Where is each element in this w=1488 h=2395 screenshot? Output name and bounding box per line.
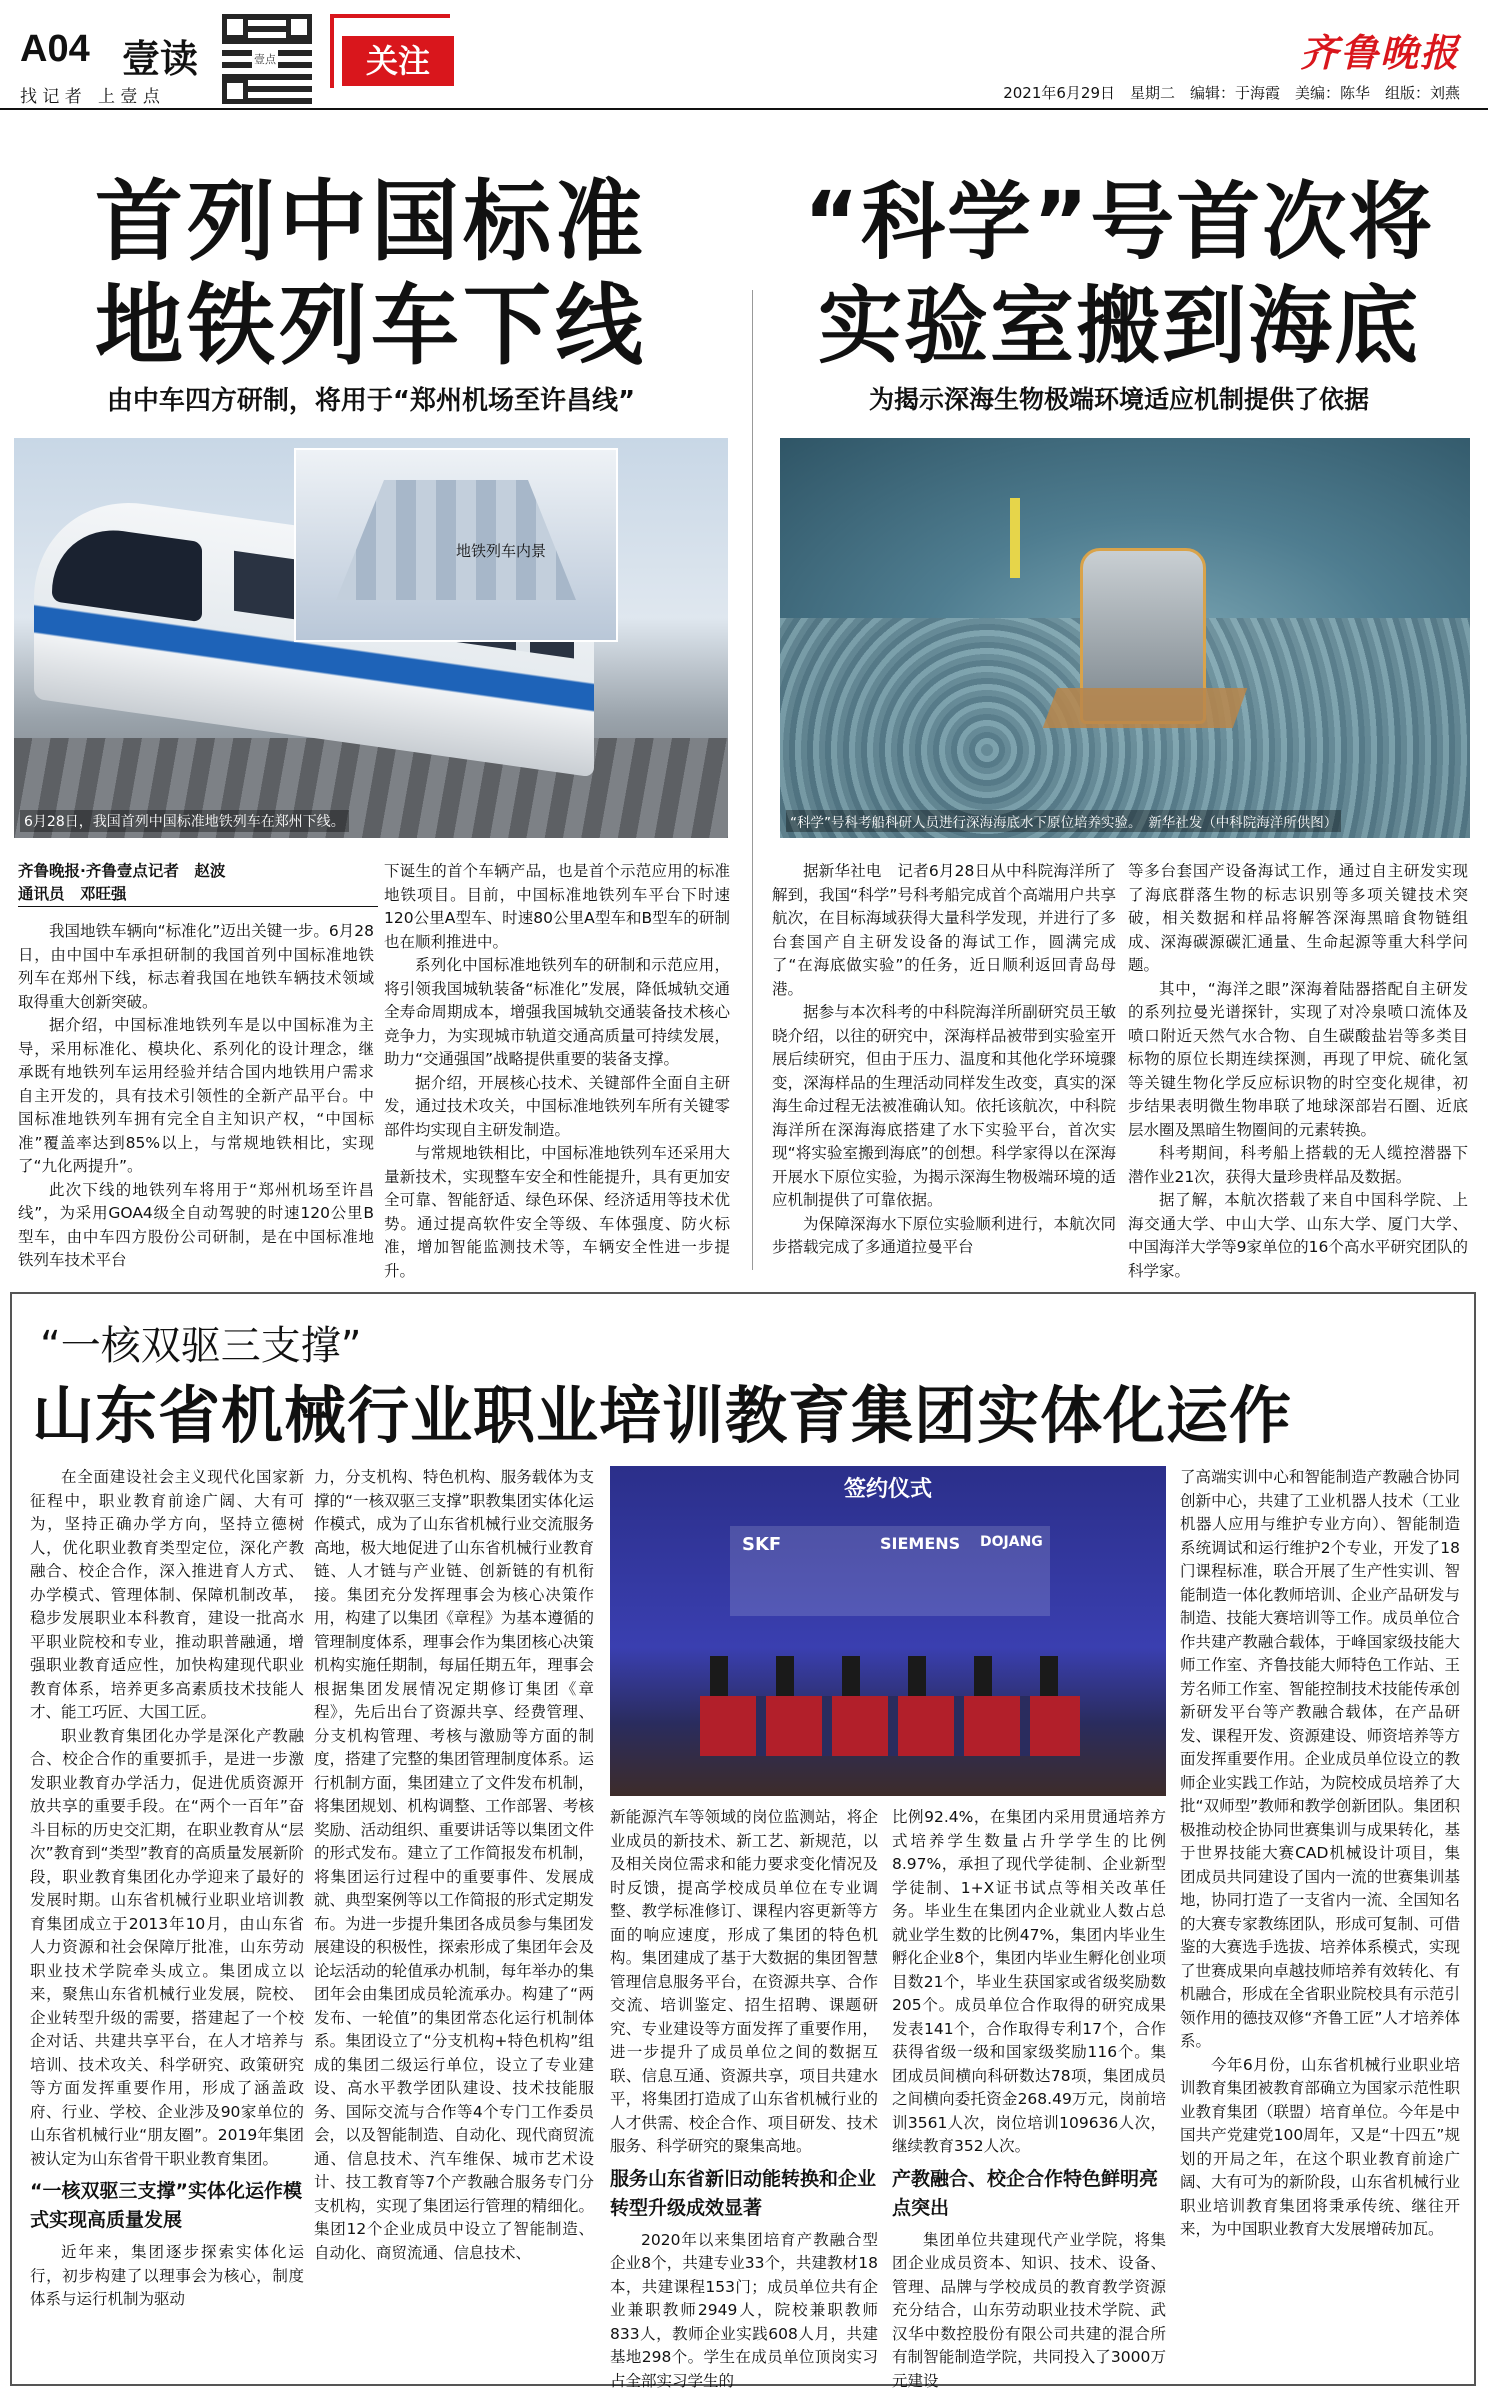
logo-skf: SKF	[742, 1534, 782, 1555]
paper-logo: 齐鲁晚报	[1299, 30, 1460, 75]
paragraph: 此次下线的地铁列车将用于“郑州机场至许昌线”，为采用GOA4级全自动驾驶的时速120公里B型车，由中车四方股份公司研制，是在中国标准地铁列车技术平台	[18, 1180, 374, 1269]
article-column-1	[30, 1466, 304, 2378]
kicker: “一核双驱三支撑”	[40, 1323, 362, 1369]
paragraph: 据参与本次科考的中科院海洋所副研究员王敏晓介绍，以往的研究中，深海样品被带到实验室开展后续研究，但由于压力、温度和其他化学环境骤变，深海样品的生理活动同样发生改变，真实的深海生命过程无法被准确认知。依托该航次，中科院海洋所在深海海底搭建了水下实验平台，首次实现“将实验室搬到海底”的创想。科学家得以在深海开展水下原位实验，为揭示深海生物极端环境的适应机制提供了可靠依据。	[772, 1003, 1116, 1209]
byline-reporter: 齐鲁晚报·齐鲁壹点记者 赵波	[18, 862, 226, 880]
paragraph: 其中，“海洋之眼”深海着陆器搭配自主研发的系列拉曼光谱探针，实现了对冷泉喷口流体及喷口附近天然气水合物、自生碳酸盐岩等多类目标物的原位长期连续探测，再现了甲烷、硫化氢等关键生物化学反应标识物的时空变化规律，初步结果表明微生物串联了地球深部岩石圈、近底层水圈及黑暗生物圈间的元素转换。	[1128, 979, 1468, 1139]
paragraph: 系列化中国标准地铁列车的研制和示范应用，将引领我国城轨装备“标准化”发展，降低城轨交通全寿命周期成本，增强我国城轨交通装备技术核心竞争力，为实现城市轨道交通高质量可持续发展，助力“交通强国”战略提供重要的装备支撑。	[384, 956, 730, 1068]
paragraph: 据了解，本航次搭载了来自中国科学院、上海交通大学、中山大学、山东大学、厦门大学、中国海洋大学等9家单位的16个高水平研究团队的科学家。	[1128, 1191, 1468, 1280]
train-photo	[14, 438, 728, 838]
paragraph: 科考期间，科考船上搭载的无人缆控潜器下潜作业21次，获得大量珍贵样品及数据。	[1128, 1144, 1468, 1186]
headline-line-1: “科学”号首次将	[803, 173, 1435, 271]
paragraph: 据介绍，开展核心技术、关键部件全面自主研发，通过技术攻关，中国标准地铁列车所有关键零部件均实现自主研发制造。	[384, 1073, 730, 1139]
article-vocational-group	[10, 1292, 1476, 2390]
issue-info: 2021年6月29日 星期二 编辑：于海霞 美编：陈华 组版：刘燕	[1003, 84, 1460, 102]
paragraph: 了高端实训中心和智能制造产教融合协同创新中心，共建了工业机器人技术（工业机器人应用与维护专业方向）、智能制造系统调试和运行维护2个专业，开发了18门课程标准，联合开展了生产性实训、智能制造一体化教师培训、企业产品研发与制造、技能大赛培训等工作。成员单位合作共建产教融合载体，于峰国家级技能大师工作室、齐鲁技能大师特色工作站、王芳名师工作室、智能控制技术技能传承创新研发平台等产教融合载体，在产品研发、课程开发、资源建设、师资培养等方面发挥重要作用。企业成员单位设立的教师企业实践工作站，为院校成员培养了大批“双师型”教师和教学创新团队。集团积极推动校企协同世赛集训与成果转化，基于世界技能大赛CAD机械设计项目，集团成员共同建设了国内一流的世赛集训基地，协同打造了一支省内一流、全国知名的大赛专家教练团队，形成可复制、可借鉴的大赛选手选拔、培养体系模式，实现了世赛成果向卓越技师培养有效转化、有机融合，形成在全省职业院校具有示范引领作用的德技双修“齐鲁工匠”人才培养体系。	[1180, 1468, 1460, 2050]
photo-caption: 6月28日，我国首列中国标准地铁列车在郑州下线。	[20, 810, 349, 832]
headline: 山东省机械行业职业培训教育集团实体化运作	[32, 1379, 1293, 1452]
byline	[18, 860, 378, 907]
qr-label: 壹点	[252, 50, 278, 68]
paragraph: 据介绍，中国标准地铁列车是以中国标准为主导，采用标准化、模块化、系列化的设计理念，继承既有地铁列车运用经验并结合国内地铁用户需求自主开发的，具有技术引领性的全新产品平台。中国标准地铁列车拥有完全自主知识产权，“中国标准”覆盖率达到85%以上，与常规地铁相比，实现了“九化两提升”。	[18, 1016, 374, 1175]
paragraph: 今年6月份，山东省机械行业职业培训教育集团被教育部确立为国家示范性职业教育集团（联盟）培育单位。今年是中国共产党建党100周年，又是“十四五”规划的开局之年，在这个职业教育前途广阔、大有可为的新阶段，山东省机械行业职业培训教育集团将秉承传统、继往开来，为中国职业教育大发展增砖加瓦。	[1180, 2055, 1460, 2238]
paragraph: 集团单位共建现代产业学院，将集团企业成员资本、知识、技术、设备、管理、品牌与学校成员的教育教学资源充分结合，山东劳动职业技术学院、武汉华中数控股份有限公司共建的混合所有制智能制造学院，共同投入了3000万元建设	[892, 2230, 1166, 2390]
article-column-2	[314, 1466, 594, 2378]
paragraph: 新能源汽车等领域的岗位监测站，将企业成员的新技术、新工艺、新规范，以及相关岗位需求和能力要求变化情况及时反馈，提高学校成员单位在专业调整、教学标准修订、课程内容更新等方面的响应速度，形成了集团的特色机构。集团建成了基于大数据的集团智慧管理信息服务平台，在资源共享、合作交流、培训鉴定、招生招聘、课题研究、专业建设等方面发挥了重要作用，进一步提升了成员单位之间的数据互联、信息互通、资源共享，项目共建水平，将集团打造成了山东省机械行业的人才供需、校企合作、项目研发、技术服务、科学研究的聚集高地。	[610, 1808, 878, 2155]
paragraph: 在全面建设社会主义现代化国家新征程中，职业教育前途广阔、大有可为，坚持正确办学方向，坚持立德树人，优化职业教育类型定位，深化产教融合、校企合作，深入推进育人方式、办学模式、管理体制、保障机制改革，稳步发展职业本科教育，建设一批高水平职业院校和专业，推动职普融通，增强职业教育适应性，加快构建现代职业教育体系，培养更多高素质技术技能人才、能工巧匠、大国工匠。	[30, 1468, 304, 1721]
inset-label: 地铁列车内景	[456, 542, 547, 560]
paragraph: 比例92.4%，在集团内采用贯通培养方式培养学生数量占升学学生的比例8.97%，承担了现代学徒制、企业新型学徒制、1+X证书试点等相关改革任务。毕业生在集团内企业就业人数占总就业学生数的比例47%，集团内毕业生孵化企业8个，集团内毕业生孵化创业项目数21个，毕业生获国家或省级奖励数205个。成员单位合作取得的研究成果发表141个，合作取得专利17个，合作获得省级一级和国家级奖励116个。集团成员间横向科研数达78项，集团成员之间横向委托资金268.49万元，岗前培训3561人次，岗位培训109636人次，继续教育352人次。	[892, 1808, 1166, 2155]
article-column-2	[1128, 860, 1468, 1282]
article-column-3	[610, 1806, 878, 2390]
photo-banner: 签约仪式	[843, 1477, 932, 1502]
article-science-ship	[760, 112, 1488, 1282]
deep-sea-photo	[780, 438, 1470, 838]
paragraph: 等多台套国产设备海试工作，通过自主研发实现了海底群落生物的标志识别等多项关键技术突破，相关数据和样品将解答深海黑暗食物链组成、深海碳源碳汇通量、生命起源等重大科学问题。	[1128, 862, 1468, 974]
article-column-5	[1180, 1466, 1460, 2378]
logo-siemens: SIEMENS	[880, 1534, 961, 1553]
signing-ceremony-photo	[610, 1466, 1166, 1796]
column-divider	[752, 290, 753, 1270]
byline-correspondent: 通讯员 邓旺强	[18, 885, 127, 903]
paragraph: 职业教育集团化办学是深化产教融合、校企合作的重要抓手，是进一步激发职业教育办学活力，促进优质资源开放共享的重要手段。在“两个一百年”奋斗目标的历史交汇期，在职业教育从“层次”教育到“类型”教育的高质量发展新阶段，职业教育集团化办学迎来了最好的发展时期。山东省机械行业职业培训教育集团成立于2013年10月，由山东省人力资源和社会保障厅批准，山东劳动职业技术学院牵头成立。集团成立以来，聚焦山东省机械行业发展，院校、企业转型升级的需要，搭建起了一个校企对话、共建共享平台，在人才培养与培训、技术攻关、科学研究、政策研究等方面发挥重要作用，形成了涵盖政府、行业、学校、企业涉及90家单位的山东省机械行业“朋友圈”。2019年集团被认定为山东省骨干职业教育集团。	[30, 1726, 304, 2168]
section-subhead: “一核双驱三支撑”实体化运作模式实现高质量发展	[30, 2180, 302, 2231]
paragraph: 我国地铁车辆向“标准化”迈出关键一步。6月28日，由中国中车承担研制的我国首列中国标准地铁列车在郑州下线，标志着我国在地铁车辆技术领域取得重大创新突破。	[18, 922, 374, 1011]
paragraph: 与常规地铁相比，中国标准地铁列车还采用大量新技术，实现整车安全和性能提升，具有更加安全可靠、智能舒适、绿色环保、经济适用等技术优势。通过提高软件安全等级、车体强度、防火标准，增加智能监测技术等，车辆安全性进一步提升。	[384, 1144, 730, 1280]
logo-dojang: DOJANG	[980, 1534, 1043, 1550]
paragraph: 2020年以来集团培育产教融合型企业8个，共建专业33个，共建教材18本，共建课程153门；成员单位共有企业兼职教师2949人，院校兼职教师833人，教师企业实践608人月，共建基地298个。学生在成员单位顶岗实习占全部实习学生的	[610, 2230, 878, 2390]
masthead-rule	[0, 108, 1488, 110]
interior-inset	[294, 448, 618, 642]
headline-line-2: 实验室搬到海底	[817, 277, 1420, 375]
section-name: 壹读	[122, 37, 199, 81]
article-column-2	[384, 860, 730, 1282]
section-subhead: 产教融合、校企合作特色鲜明亮点突出	[892, 2167, 1159, 2219]
paragraph: 下诞生的首个车辆产品，也是首个示范应用的标准地铁项目。目前，中国标准地铁列车平台下时速120公里A型车、时速80公里A型车和B型车的研制也在顺利推进中。	[384, 862, 730, 951]
paragraph: 力，分支机构、特色机构、服务载体为支撑的“一核双驱三支撑”职教集团实体化运作模式，成为了山东省机械行业交流服务高地，极大地促进了山东省机械行业教育链、人才链与产业链、创新链的有机衔接。集团充分发挥理事会为核心决策作用，构建了以集团《章程》为基本遵循的管理制度体系，理事会作为集团核心决策机构实施任期制，每届任期五年，理事会根据集团发展情况定期修订集团《章程》，先后出台了资源共享、经费管理、分支机构管理、考核与激励等方面的制度，搭建了完整的集团管理制度体系。运行机制方面，集团建立了文件发布机制，将集团规划、机构调整、工作部署、考核奖励、活动组织、重要讲话等以集团文件的形式发布。建立了工作简报发布机制，将集团运行过程中的重要事件、发展成就、典型案例等以工作简报的形式定期发布。为进一步提升集团各成员参与集团发展建设的积极性，探索形成了集团年会及论坛活动的轮值承办机制，每年举办的集团年会由集团成员轮流承办。构建了“两发布、一轮值”的集团常态化运行机制体系。集团设立了“分支机构+特色机构”组成的集团二级运行单位，设立了专业建设、高水平教学团队建设、技术技能服务、国际交流与合作等4个专门工作委员会，以及智能制造、自动化、现代商贸流通、信息技术、汽车维保、城市艺术设计、技工教育等7个产教融合服务专门分支机构，实现了集团运行管理的精细化。集团12个企业成员中设立了智能制造、自动化、商贸流通、信息技术、	[314, 1468, 594, 2262]
masthead	[0, 0, 1488, 110]
article-column-1	[772, 860, 1116, 1282]
signing-tables	[700, 1696, 1080, 1756]
subheadline: 为揭示深海生物极端环境适应机制提供了依据	[868, 385, 1369, 414]
article-column-1	[18, 920, 374, 1282]
headline-line-1: 首列中国标准	[94, 170, 647, 273]
qr-code-icon[interactable]	[222, 14, 312, 104]
section-tag: 关注	[342, 36, 454, 86]
people-row	[710, 1656, 1070, 1696]
slogan: 找 记 者 上 壹 点	[20, 87, 160, 107]
article-column-4	[892, 1806, 1166, 2390]
article-metro-train	[0, 112, 742, 1282]
headline-line-2: 地铁列车下线	[94, 274, 647, 377]
photo-caption: “科学”号科考船科研人员进行深海海底水下原位培养实验。 新华社发（中科院海洋所供图）	[786, 810, 1341, 832]
subheadline: 由中车四方研制，将用于“郑州机场至许昌线”	[106, 386, 636, 416]
logo-board	[730, 1526, 1050, 1616]
paragraph: 近年来，集团逐步探索实体化运行，初步构建了以理事会为核心，制度体系与运行机制为驱动	[30, 2243, 304, 2308]
page-number: A04	[20, 28, 90, 70]
headline	[0, 170, 742, 378]
paragraph: 为保障深海水下原位实验顺利进行，本航次同步搭载完成了多通道拉曼平台	[772, 1214, 1116, 1256]
section-subhead: 服务山东省新旧动能转换和企业转型升级成效显著	[610, 2167, 877, 2219]
headline	[760, 170, 1478, 378]
paragraph: 据新华社电 记者6月28日从中科院海洋所了解到，我国“科学”号科考船完成首个高端用户共享航次，在目标海域获得大量科学发现，并进行了多台套国产自主研发设备的海试工作，圆满完成了“在海底做实验”的任务，近日顺利返回青岛母港。	[772, 862, 1116, 998]
